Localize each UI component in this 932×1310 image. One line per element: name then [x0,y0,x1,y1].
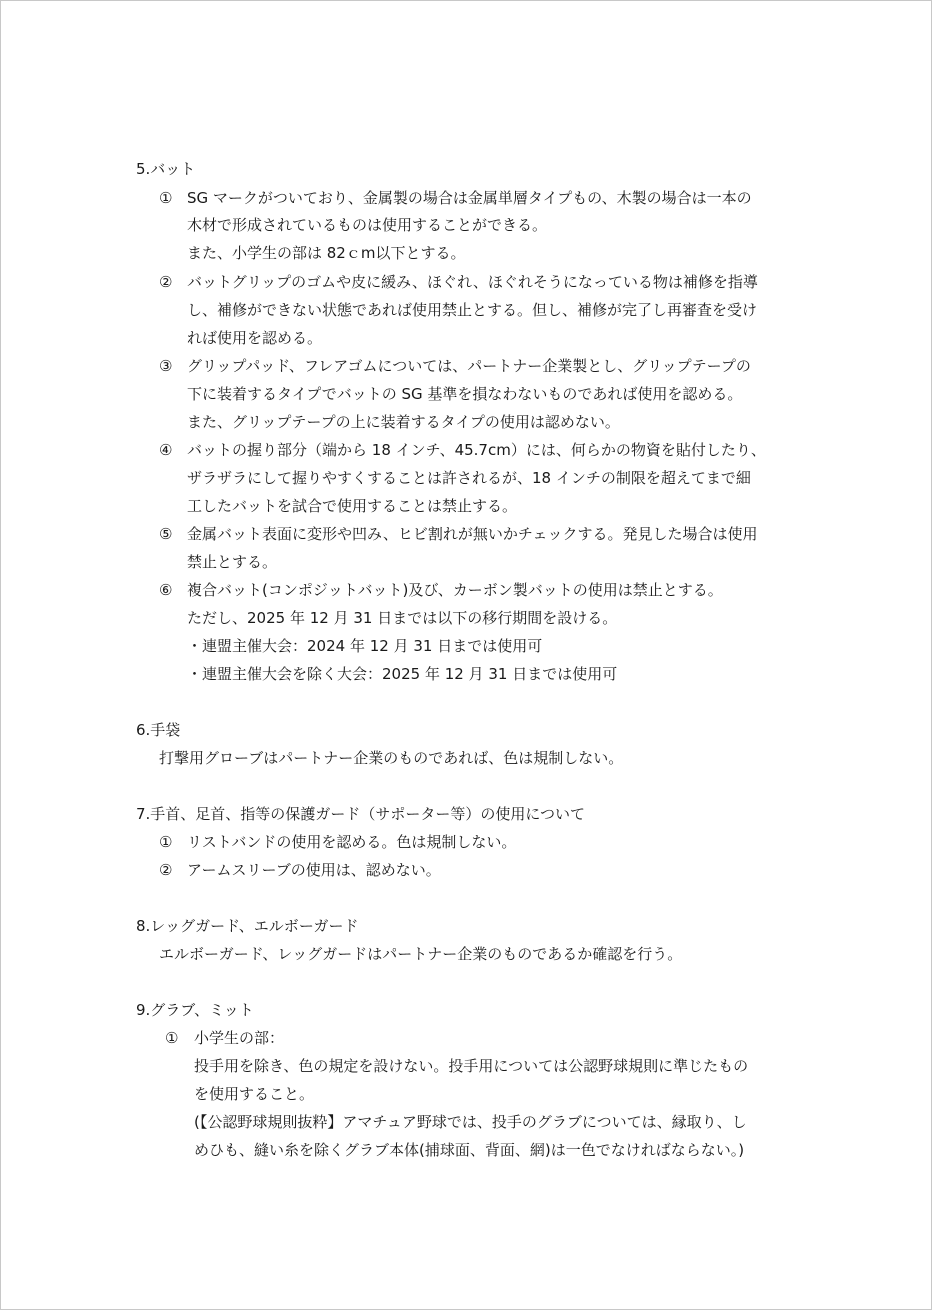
item-marker: ① [159,833,173,851]
item-text: また、グリップテープの上に装着するタイプの使用は認めない。 [187,413,620,431]
item-marker: ⑤ [159,525,173,543]
item-marker: ④ [159,441,173,459]
item-text: 工したバットを試合で使用することは禁止する。 [187,497,518,515]
item-text: ザラザラにして握りやすくすることは許されるが、18 インチの制限を超えてまで細 [187,469,751,487]
section-heading: 8.レッグガード、エルボーガード [136,917,359,935]
item-marker: ① [165,1029,179,1047]
section-body: エルボーガード、レッグガードはパートナー企業のものであるか確認を行う。 [159,945,683,963]
item-text: し、補修ができない状態であれば使用禁止とする。但し、補修が完了し再審査を受け [187,301,758,319]
section-heading: 6.手袋 [136,721,181,739]
item-text: また、小学生の部は 82ｃm以下とする。 [187,244,466,262]
item-text: を使用すること。 [194,1085,315,1103]
item-text: リストバンドの使用を認める。色は規制しない。 [187,833,517,851]
item-text: ・連盟主催大会を除く大会：2025 年 12 月 31 日までは使用可 [187,665,618,683]
section-body: 打撃用グローブはパートナー企業のものであれば、色は規制しない。 [159,749,624,767]
item-text: バットグリップのゴムや皮に緩み、ほぐれ、ほぐれそうになっている物は補修を指導 [187,273,758,291]
item-text: バットの握り部分（端から 18 インチ、45.7cm）には、何らかの物資を貼付したり、 [187,441,766,459]
item-text: SG マークがついており、金属製の場合は金属単層タイプもの、木製の場合は一本の [187,189,752,207]
item-text: 複合バット(コンポジットバット)及び、カーボン製バットの使用は禁止とする。 [187,581,723,599]
item-text: めひも、縫い糸を除くグラブ本体(捕球面、背面、網)は一色でなければならない。) [194,1141,745,1159]
section-heading: 9.グラブ、ミット [136,1001,254,1019]
item-text: 禁止とする。 [187,553,278,571]
item-text: グリップパッド、フレアゴムについては、パートナー企業製とし、グリップテープの [187,357,751,375]
item-marker: ① [159,189,173,207]
item-text: 下に装着するタイプでバットの SG 基準を損なわないものであれば使用を認める。 [187,385,743,403]
item-marker: ② [159,861,173,879]
item-text: ・連盟主催大会：2024 年 12 月 31 日までは使用可 [187,637,543,655]
item-text: 金属バット表面に変形や凹み、ヒビ割れが無いかチェックする。発見した場合は使用 [187,525,758,543]
section-heading: 7.手首、足首、指等の保護ガード（サポーター等）の使用について [136,805,586,823]
item-text: (【公認野球規則抜粋】アマチュア野球では、投手のグラブについては、縁取り、し [194,1113,747,1131]
item-text: ただし、2025 年 12 月 31 日までは以下の移行期間を設ける。 [187,609,618,627]
item-marker: ③ [159,357,173,375]
item-text: 投手用を除き、色の規定を設けない。投手用については公認野球規則に準じたもの [194,1057,749,1075]
item-text: アームスリーブの使用は、認めない。 [187,861,441,879]
item-title: 小学生の部： [194,1029,285,1047]
item-marker: ⑥ [159,581,173,599]
item-text: れば使用を認める。 [187,329,323,347]
item-text: 木材で形成されているものは使用することができる。 [187,216,548,234]
item-marker: ② [159,273,173,291]
section-heading: 5.バット [136,160,196,178]
